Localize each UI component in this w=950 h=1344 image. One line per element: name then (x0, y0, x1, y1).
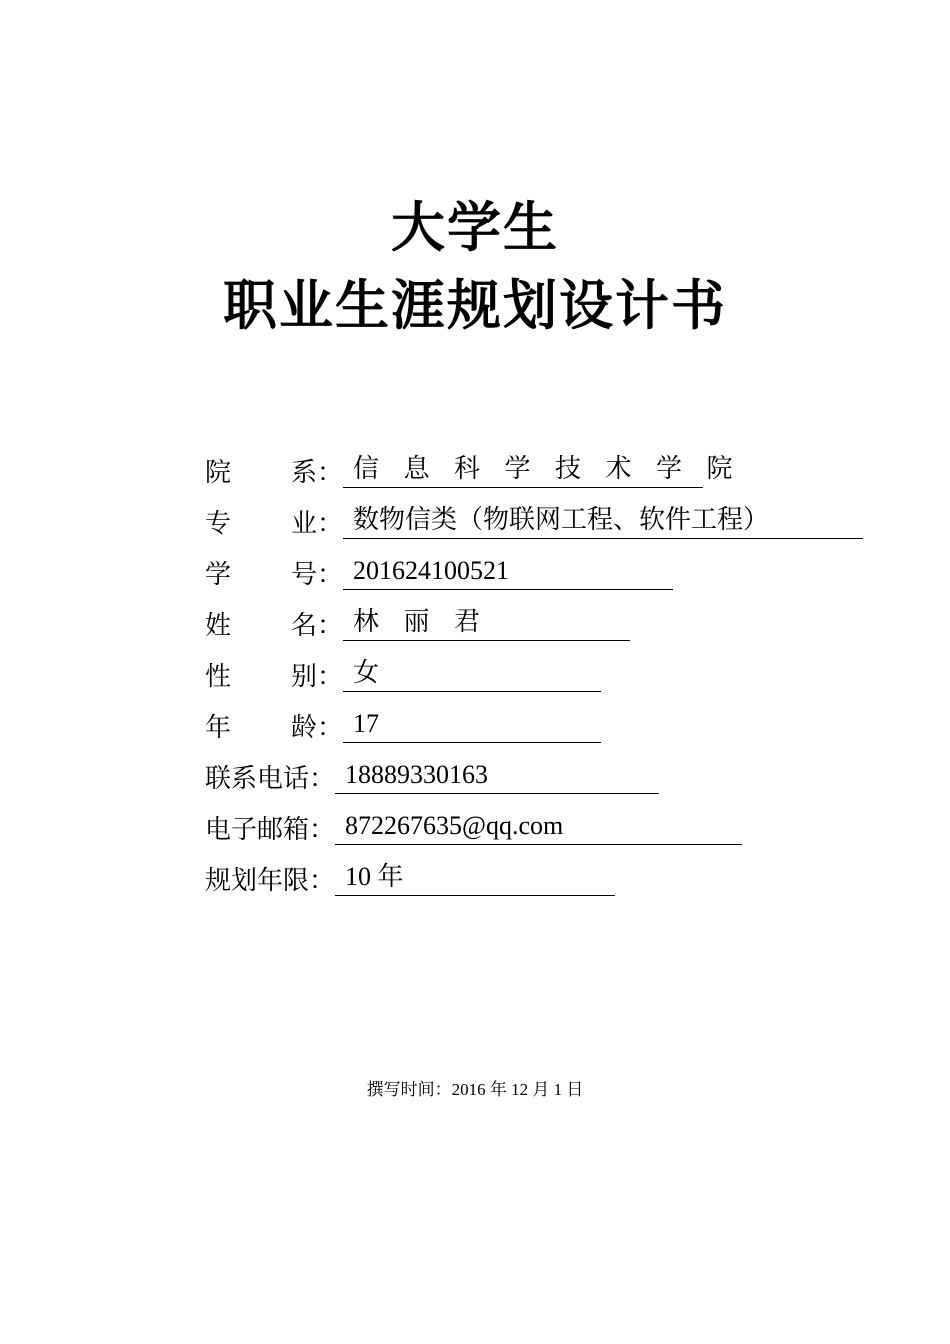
department-value: 信 息 科 学 技 术 学 院 (343, 454, 703, 488)
document-title-line1: 大学生 (391, 196, 559, 259)
field-label: 性 别 (205, 662, 317, 692)
field-colon: ： (309, 764, 336, 794)
field-phone (205, 754, 659, 794)
field-colon: ： (317, 509, 344, 539)
written-date: 撰写时间：2016 年 12 月 1 日 (366, 1080, 584, 1099)
field-label: 电子邮箱 (205, 815, 310, 845)
student-id-value: 201624100521 (343, 556, 673, 590)
field-plan-years (205, 856, 615, 896)
field-gender (205, 652, 601, 692)
major-value: 数物信类（物联网工程、软件工程） (343, 505, 863, 539)
field-label: 规划年限 (205, 866, 310, 896)
field-colon: ： (317, 611, 344, 641)
age-value: 17 (343, 709, 601, 743)
field-label: 学 号 (205, 560, 317, 590)
field-department (205, 448, 742, 488)
field-colon: ： (309, 815, 336, 845)
field-label: 院 系 (205, 458, 317, 488)
phone-value: 18889330163 (335, 760, 659, 794)
field-label: 年 龄 (205, 713, 317, 743)
field-major (205, 499, 863, 539)
field-colon: ： (317, 560, 344, 590)
field-label: 联系电话 (205, 764, 310, 794)
field-colon: ： (317, 713, 344, 743)
field-colon: ： (317, 458, 344, 488)
name-value: 林 丽 君 (343, 607, 630, 641)
field-colon: ： (309, 866, 336, 896)
field-name (205, 601, 630, 641)
field-label: 姓 名 (205, 611, 317, 641)
field-label: 专 业 (205, 509, 317, 539)
field-colon: ： (317, 662, 344, 692)
gender-value: 女 (343, 658, 601, 692)
field-email (205, 805, 742, 845)
field-age (205, 703, 601, 743)
field-student-id (205, 550, 673, 590)
email-value: 872267635@qq.com (335, 811, 742, 845)
plan-years-value: 10 年 (335, 862, 615, 896)
document-title-line2: 职业生涯规划设计书 (223, 274, 727, 337)
